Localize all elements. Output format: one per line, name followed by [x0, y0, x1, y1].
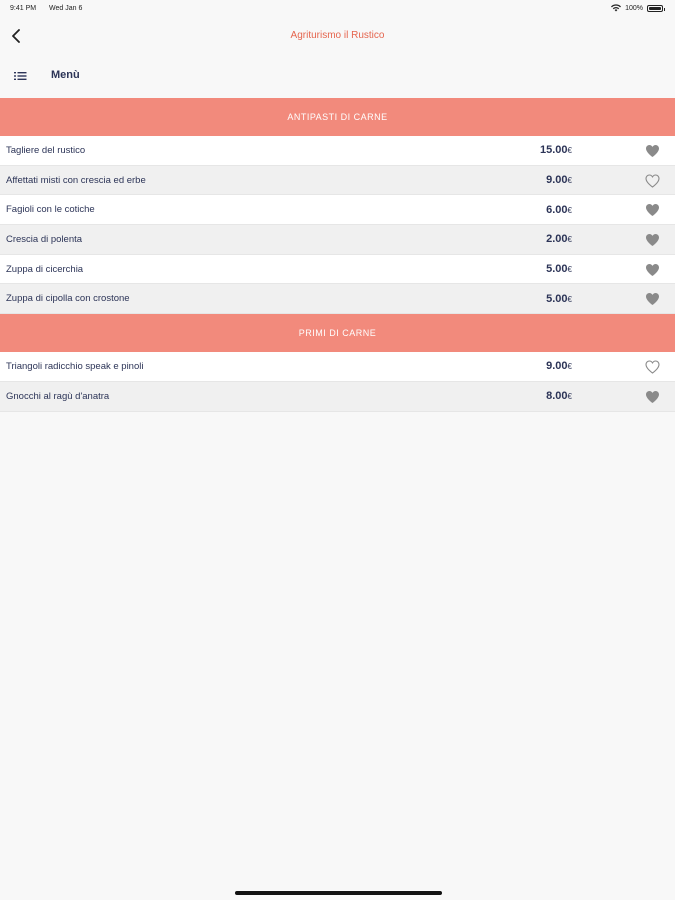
menu-item-price	[546, 233, 572, 245]
menu-item-price	[546, 263, 572, 275]
price-currency: €	[567, 265, 572, 275]
menu-item-name: Fagioli con le cotiche	[6, 204, 95, 216]
menu-item-row[interactable]	[0, 284, 675, 314]
price-value: 6.00	[546, 203, 568, 216]
price-currency: €	[567, 205, 572, 215]
menu-header	[0, 58, 675, 94]
menu-title: Menù	[51, 69, 80, 81]
price-currency: €	[567, 362, 572, 372]
status-right	[611, 4, 663, 12]
menu-item-row[interactable]	[0, 136, 675, 166]
menu-item-row[interactable]	[0, 166, 675, 196]
menu-item-name: Affettati misti con crescia ed erbe	[6, 174, 146, 186]
menu-item-price	[546, 174, 572, 186]
nav-bar	[0, 18, 675, 54]
heart-outline-icon[interactable]	[645, 174, 660, 188]
section-header: PRIMI DI CARNE	[0, 314, 675, 352]
menu-item-row[interactable]	[0, 255, 675, 285]
menu-item-name: Tagliere del rustico	[6, 144, 86, 156]
page-title: Agriturismo il Rustico	[290, 30, 385, 41]
list-icon[interactable]	[14, 70, 28, 82]
price-currency: €	[567, 235, 572, 245]
price-currency: €	[567, 146, 572, 156]
status-time: 9:41 PM	[10, 5, 37, 12]
heart-filled-icon[interactable]	[645, 233, 660, 247]
heart-filled-icon[interactable]	[645, 390, 660, 404]
price-value: 9.00	[546, 174, 568, 187]
menu-item-price	[546, 360, 572, 372]
heart-outline-icon[interactable]	[645, 360, 660, 374]
menu-item-row[interactable]	[0, 352, 675, 382]
heart-filled-icon[interactable]	[645, 292, 660, 306]
price-currency: €	[567, 294, 572, 304]
home-indicator	[235, 891, 442, 895]
menu-item-price	[546, 293, 572, 305]
price-currency: €	[567, 392, 572, 402]
battery-icon	[647, 5, 663, 12]
status-bar	[0, 0, 675, 18]
price-currency: €	[567, 176, 572, 186]
menu-item-name: Zuppa di cipolla con crostone	[6, 293, 130, 305]
menu-item-row[interactable]	[0, 225, 675, 255]
price-value: 8.00	[546, 390, 568, 403]
battery-percent: 100%	[625, 4, 643, 12]
menu-item-row[interactable]	[0, 195, 675, 225]
menu-item-price	[540, 144, 572, 156]
status-date: Wed Jan 6	[49, 5, 83, 12]
menu-list	[0, 98, 675, 412]
menu-item-row[interactable]	[0, 382, 675, 412]
heart-filled-icon[interactable]	[645, 144, 660, 158]
heart-filled-icon[interactable]	[645, 263, 660, 277]
menu-item-price	[546, 204, 572, 216]
menu-item-name: Gnocchi al ragù d'anatra	[6, 390, 110, 402]
menu-item-name: Zuppa di cicerchia	[6, 263, 84, 275]
price-value: 5.00	[546, 292, 568, 305]
section-header: ANTIPASTI DI CARNE	[0, 98, 675, 136]
price-value: 5.00	[546, 263, 568, 276]
price-value: 9.00	[546, 360, 568, 373]
heart-filled-icon[interactable]	[645, 203, 660, 217]
price-value: 15.00	[540, 144, 568, 157]
menu-item-price	[546, 390, 572, 402]
menu-item-name: Triangoli radicchio speak e pinoli	[6, 360, 144, 372]
wifi-icon	[611, 4, 621, 12]
menu-item-name: Crescia di polenta	[6, 233, 83, 245]
price-value: 2.00	[546, 233, 568, 246]
